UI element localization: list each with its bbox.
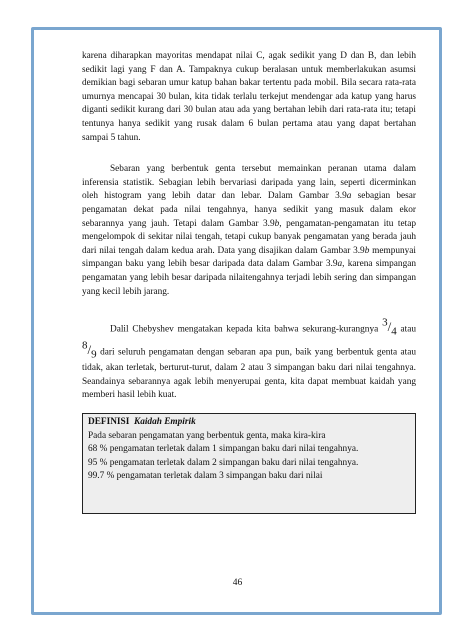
paragraph-2 bbox=[82, 163, 416, 299]
definition-item: 95 % pengamatan terletak dalam 2 simpangan baku dari nilai tengahnya. bbox=[88, 457, 359, 468]
figure-ref-italic: b bbox=[364, 245, 370, 256]
paragraph-3-text-a: Dalil Chebyshev mengatakan kepada kita bahwa sekurang-kurangnya bbox=[110, 324, 383, 335]
paragraph-2-text-c: , pengamatan-pengamatan itu tetap mengelompok di sekitar nilai tengah, tetapi cukup banyak pengamatan yang berada jauh dari nilai tengah dalam kedua arah. Data yang disajikan dalam Gambar 3.9 bbox=[82, 218, 416, 256]
page-number: 46 bbox=[232, 578, 243, 588]
paragraph-3 bbox=[82, 317, 416, 403]
figure-ref-italic: b bbox=[274, 218, 280, 229]
paragraph-1: karena diharapkan mayoritas mendapat nilai C, agak sedikit yang D dan B, dan lebih sedikit lagi yang F dan A. Tampaknya cukup beralasan untuk memberlakukan asumsi demikian bagi sebaran umur katup bahan bakar tertentu pada mobil. Bila secara rata-rata umurnya mencapai 30 bulan, kita tidak terlalu terkejut mendengar ada katup yang harus diganti sedikit kurang dari 30 bulan atau ada yang bertahan lebih dari rata-rata itu; tetapi tentunya hanya sedikit yang rusak dalam 6 bulan pertama atau yang dapat bertahan sampai 5 tahun. bbox=[82, 51, 416, 143]
figure-ref-italic: a bbox=[337, 259, 343, 270]
paragraph-2-text-d: mempunyai simpangan baku yang lebih besar daripada data dalam Gambar 3.9 bbox=[82, 245, 417, 270]
paragraph-3-text-c: dari seluruh pengamatan dengan sebaran apa pun, baik yang berbentuk genta atau tidak, akan terletak, berturut-turut, dalam 2 atau 3 simpangan baku dari nilai tengahnya. Seandainya sebarannya agak lebih menyerupai genta, kita dapat membuat kaidah yang memberi hasil lebih kuat. bbox=[82, 346, 416, 401]
fraction-eight-ninths: $^8/_9$ bbox=[82, 339, 97, 361]
definition-title bbox=[88, 416, 410, 430]
figure-ref-italic: a bbox=[346, 191, 352, 202]
page-content bbox=[82, 50, 416, 514]
fraction-three-quarters: $^3/_4$ bbox=[382, 317, 397, 339]
definition-item: 68 % pengamatan terletak dalam 1 simpangan baku dari nilai tengahnya. bbox=[88, 444, 359, 455]
paragraph-3-text-b: atau bbox=[396, 324, 417, 335]
paragraph-2-text-b: sebagian besar pengamatan dekat pada nilai tengahnya, hanya sedikit yang masuk dalam ekor sebarannya yang jauh. Tetapi dalam Gambar 3.9 bbox=[82, 191, 416, 229]
definition-box bbox=[82, 413, 416, 514]
paragraph-2-text-e: , karena simpangan pengamatan yang lebih besar daripada nilaitengahnya terjadi lebih sering dan simpangan yang kecil lebih jarang. bbox=[82, 259, 416, 297]
definition-intro: Pada sebaran pengamatan yang berbentuk genta, maka kira-kira bbox=[88, 430, 326, 441]
paragraph-2-text-a: Sebaran yang berbentuk genta tersebut memainkan peranan utama dalam inferensia statistik. Sebagian lebih bervariasi daripada yang lain, seperti dicerminkan oleh histogram yang lebih datar dan lebar. Dalam Gambar 3.9 bbox=[82, 164, 416, 202]
definition-name: Kaidah Empirik bbox=[134, 416, 196, 427]
definition-item: 99.7 % pengamatan terletak dalam 3 simpangan baku dari nilai bbox=[88, 471, 323, 482]
definition-label: DEFINISI bbox=[88, 416, 130, 427]
